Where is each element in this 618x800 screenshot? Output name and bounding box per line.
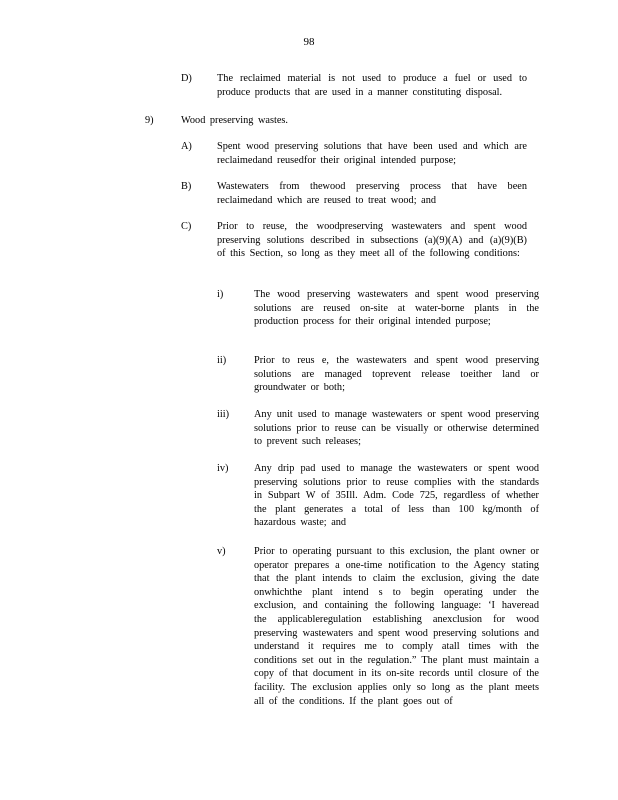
item-b-text: Wastewaters from thewood preserving process that have been reclaimedand which are reused to treat wood; and [217, 181, 527, 206]
item-a-marker: A) [181, 141, 192, 152]
item-i-text: The wood preserving wastewaters and spent wood preserving solutions are reused on-site at water-borne plants in the production process for their original intended purpose; [254, 289, 539, 328]
item-9-marker: 9) [145, 115, 154, 126]
item-iv-text: Any drip pad used to manage the wastewaters or spent wood preserving solutions prior to reuse complies with the standards in Subpart W of 35Ill. Adm. Code 725, regardless of whether the plant generates a total of less than 100 kg/month of hazardous waste; and [254, 463, 539, 529]
item-ii-marker: ii) [217, 355, 227, 366]
page-number: 98 [303, 36, 315, 48]
item-a-text: Spent wood preserving solutions that have been used and which are reclaimedand reusedfor their original intended purpose; [217, 141, 527, 166]
item-iii-text: Any unit used to manage wastewaters or spent wood preserving solutions prior to reuse can be visually or otherwise determined to prevent such releases; [254, 409, 539, 448]
item-ii-text: Prior to reus e, the wastewaters and spent wood preserving solutions are managed toprevent release toeither land or groundwater or both; [254, 355, 539, 394]
item-d-text: The reclaimed material is not used to produce a fuel or used to produce products that are used in a manner constituting disposal. [217, 73, 527, 98]
item-v-marker: v) [217, 546, 226, 557]
item-c-text: Prior to reuse, the woodpreserving wastewaters and spent wood preserving solutions described in subsections (a)(9)(A) and (a)(9)(B) of this Section, so long as they meet all of the following conditions: [217, 221, 527, 260]
item-9-text: Wood preserving wastes. [181, 115, 288, 126]
item-b-marker: B) [181, 181, 192, 192]
item-iv-marker: iv) [217, 463, 229, 474]
item-d-marker: D) [181, 73, 192, 84]
item-i-marker: i) [217, 289, 224, 300]
item-v-text: Prior to operating pursuant to this exclusion, the plant owner or operator prepares a one-time notification to the Agency stating that the plant intends to claim the exclusion, giving the date onwhichthe plant intend s to begin operating under the exclusion, and containing the following language: ‘I haveread the applicableregulation establishing anexclusion for wood preserving wastewaters and spent wood preserving solutions and understand it requires me to comply atall times with the conditions set out in the regulation.” The plant must maintain a copy of that document in its on-site records until closure of the facility. The exclusion applies only so long as the plant meets all of the conditions. If the plant goes out of [254, 546, 539, 707]
item-iii-marker: iii) [217, 409, 230, 420]
item-c-marker: C) [181, 221, 192, 232]
